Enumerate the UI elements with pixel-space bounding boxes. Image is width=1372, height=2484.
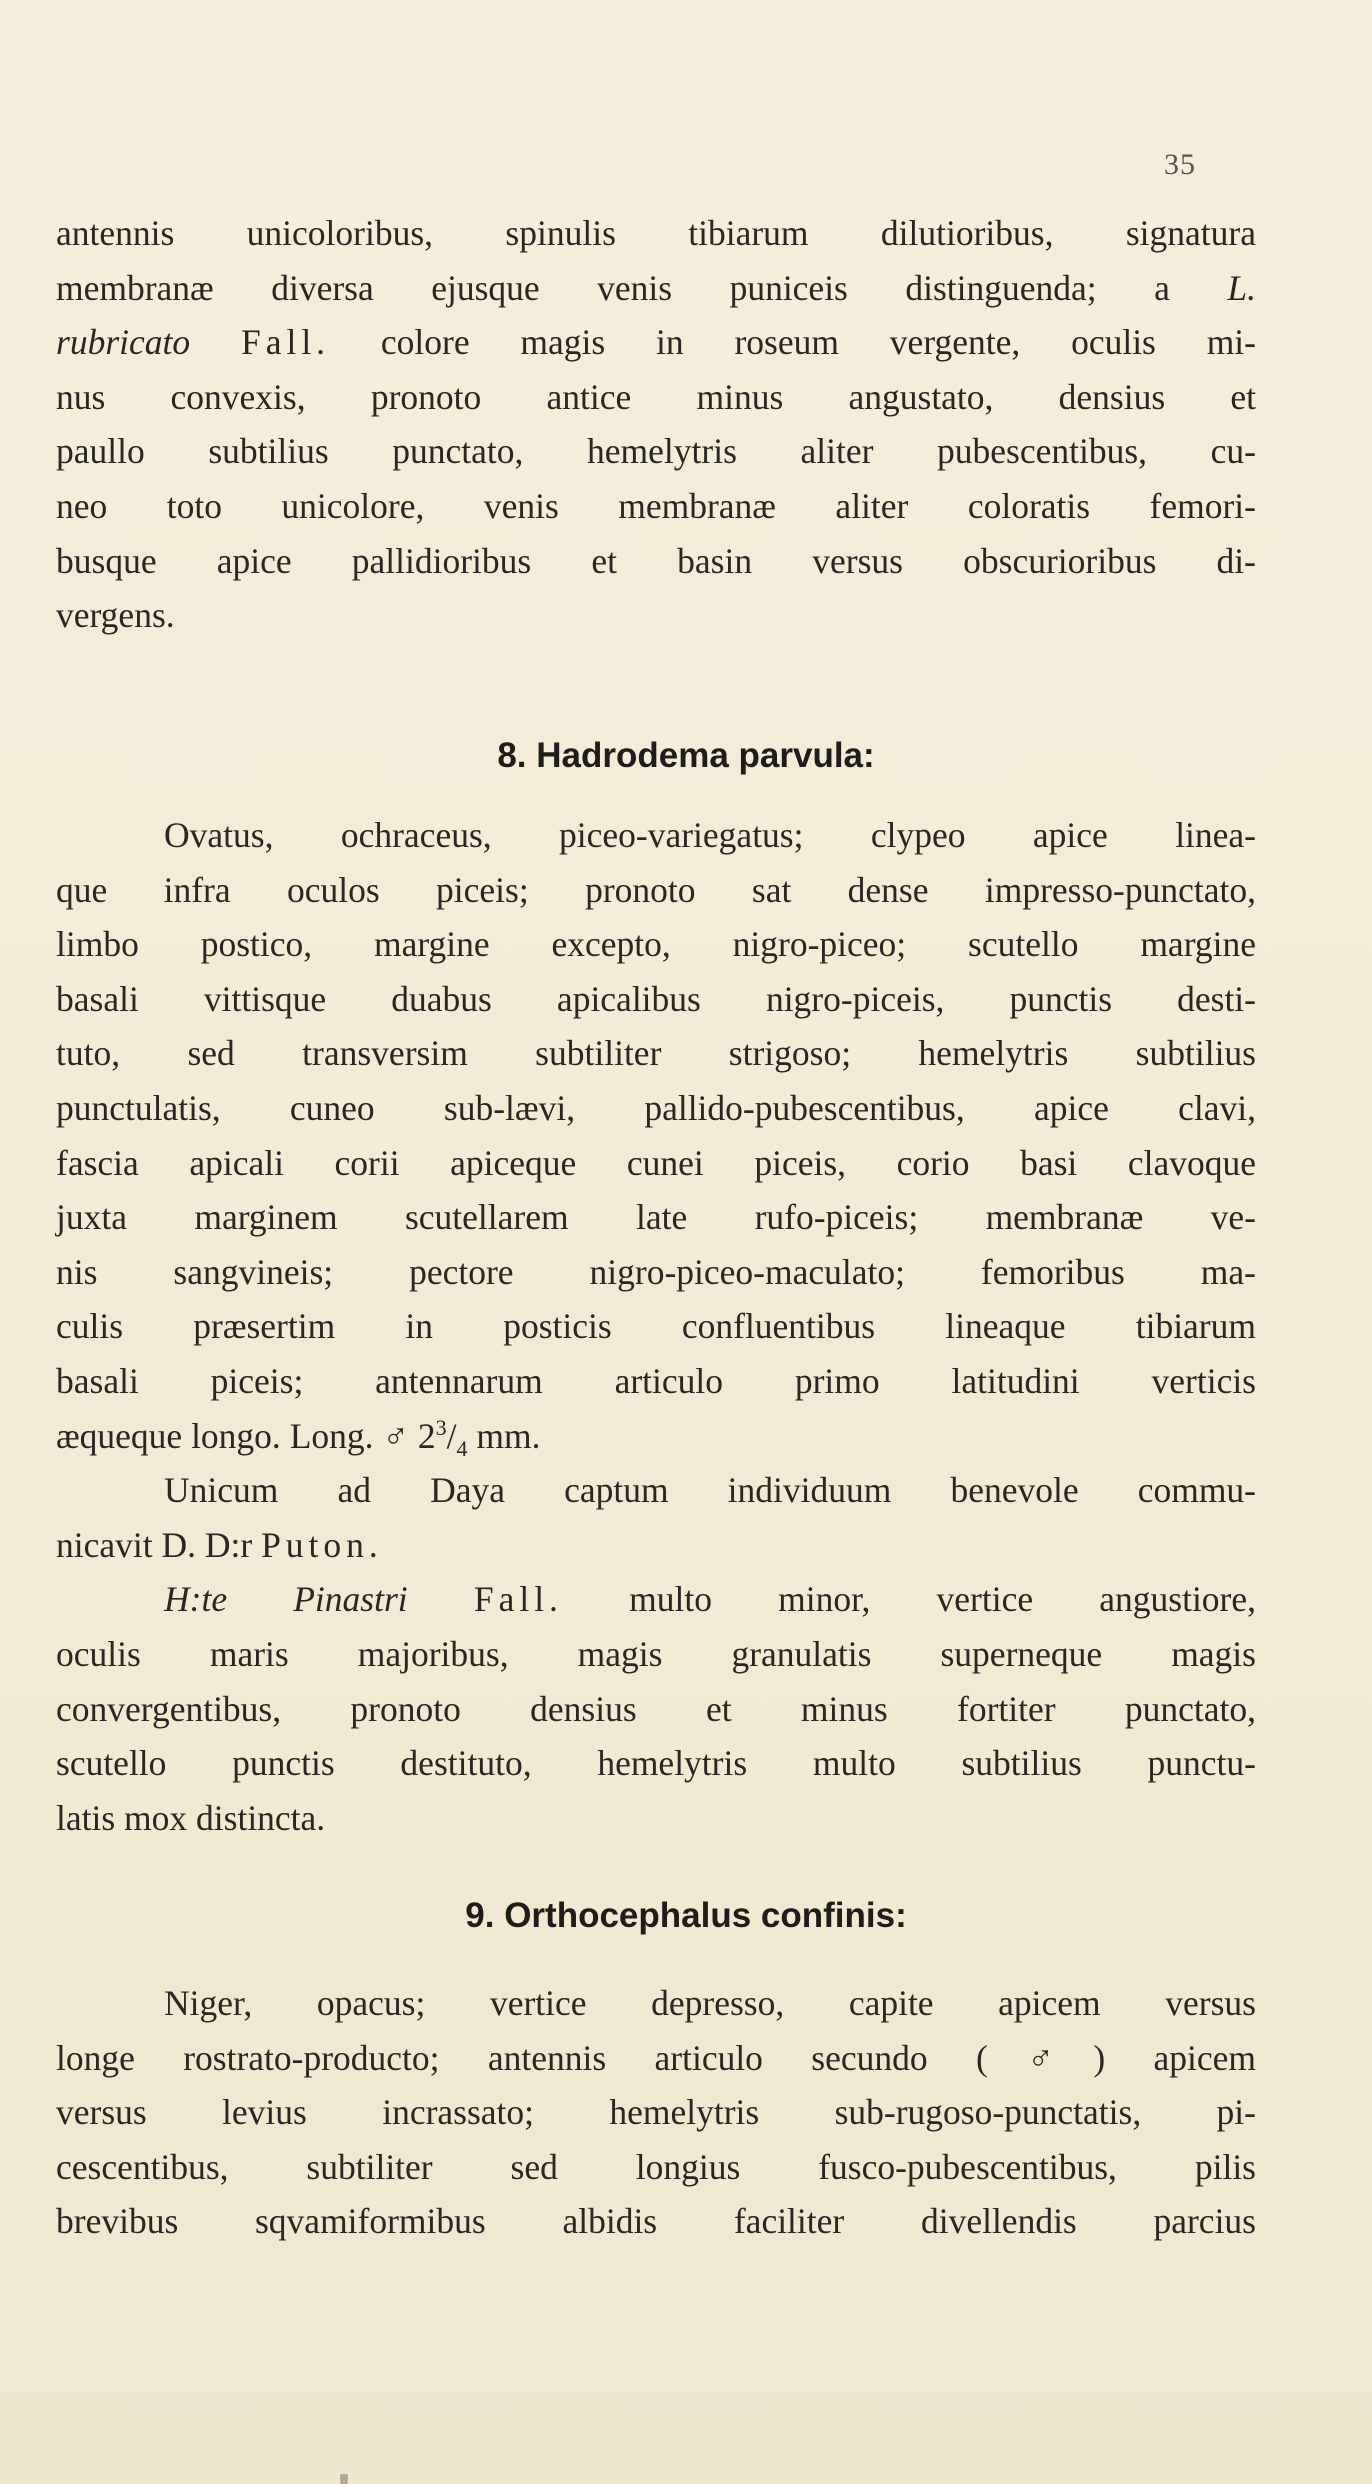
length-unit: mm. bbox=[476, 1415, 541, 1456]
text-line: versus levius incrassato; hemelytris sub-rugoso-punctatis, pi- bbox=[56, 2092, 1256, 2133]
text-line: cescentibus, subtiliter sed longius fusco-pubescentibus, pilis bbox=[56, 2146, 1256, 2187]
page-number: 35 bbox=[1164, 148, 1196, 181]
paper-speck bbox=[340, 2474, 348, 2484]
text-line: que infra oculos piceis; pronoto sat dense impresso-punctato, bbox=[56, 869, 1256, 910]
male-symbol: (♂) bbox=[975, 2037, 1106, 2078]
text-line: scutello punctis destituto, hemelytris multo subtilius punctu- bbox=[56, 1743, 1256, 1784]
text-line: oculis maris majoribus, magis granulatis superneque magis bbox=[56, 1633, 1256, 1674]
text-line: paullo subtilius punctato, hemelytris aliter pubescentibus, cu- bbox=[56, 431, 1256, 472]
text-line: Ovatus, ochraceus, piceo-variegatus; clypeo apice linea- bbox=[164, 815, 1256, 855]
section-8-description bbox=[56, 808, 1256, 1845]
text-line: Unicum ad Daya captum individuum benevole commu- bbox=[164, 1470, 1256, 1511]
species-name: rubricato bbox=[56, 322, 191, 363]
text-line: longe rostrato-producto; antennis articulo secundo (♂) apicem bbox=[56, 2037, 1256, 2078]
text-line: convergentibus, pronoto densius et minus fortiter punctato, bbox=[56, 1688, 1256, 1729]
text-line: busque apice pallidioribus et basin versus obscurioribus di- bbox=[56, 540, 1256, 581]
text-line: basali piceis; antennarum articulo primo latitudini verticis bbox=[56, 1360, 1256, 1401]
text-line: nus convexis, pronoto antice minus angustato, densius et bbox=[56, 376, 1256, 417]
text-line: vergens. bbox=[56, 595, 175, 636]
text-line: basali vittisque duabus apicalibus nigro-piceis, punctis desti- bbox=[56, 978, 1256, 1019]
text-line: latis mox distincta. bbox=[56, 1797, 326, 1838]
text-line: tuto, sed transversim subtiliter strigoso; hemelytris subtilius bbox=[56, 1033, 1256, 1074]
intro-paragraph bbox=[56, 206, 1256, 643]
text-line: juxta marginem scutellarem late rufo-piceis; membranæ ve- bbox=[56, 1197, 1256, 1238]
text-line: rubricato Fall. colore magis in roseum vergente, oculis mi- bbox=[56, 322, 1256, 363]
text-line: nis sangvineis; pectore nigro-piceo-maculato; femoribus ma- bbox=[56, 1251, 1256, 1292]
author-name: Fall. bbox=[473, 1579, 563, 1620]
text-line: membranæ diversa ejusque venis puniceis distinguenda; a L. bbox=[56, 267, 1256, 308]
section-9-description bbox=[56, 1976, 1256, 2249]
species-name: H:te Pinastri bbox=[164, 1579, 408, 1620]
text-line: limbo postico, margine excepto, nigro-piceo; scutello margine bbox=[56, 924, 1256, 965]
text-line: H:te Pinastri Fall. multo minor, vertice angustiore, bbox=[164, 1579, 1257, 1620]
text-line: neo toto unicolore, venis membranæ aliter coloratis femori- bbox=[56, 485, 1256, 526]
section-number: 9. bbox=[465, 1896, 495, 1935]
section-title: Hadrodema parvula: bbox=[536, 736, 875, 775]
section-number: 8. bbox=[497, 736, 527, 775]
text-line: nicavit D. D:r Puton. bbox=[56, 1524, 383, 1565]
collector-name: Puton. bbox=[261, 1524, 383, 1565]
text-line: culis præsertim in posticis confluentibus lineaque tibiarum bbox=[56, 1306, 1256, 1347]
text-line: Niger, opacus; vertice depresso, capite apicem versus bbox=[164, 1983, 1256, 2023]
text-line: brevibus sqvamiformibus albidis faciliter divellendis parcius bbox=[56, 2201, 1256, 2242]
length-label: Long. bbox=[289, 1415, 374, 1456]
length-value: $2^3/_4$ bbox=[417, 1414, 468, 1461]
section-title: Orthocephalus confinis: bbox=[504, 1896, 907, 1935]
species-abbrev: L. bbox=[1227, 267, 1256, 308]
section-heading bbox=[0, 736, 1372, 776]
text-line: fascia apicali corii apiceque cunei piceis, corio basi clavoque bbox=[56, 1142, 1256, 1183]
male-symbol: ♂ bbox=[382, 1415, 409, 1456]
text-line: punctulatis, cuneo sub-lævi, pallido-pubescentibus, apice clavi, bbox=[56, 1087, 1256, 1128]
author-name: Fall. bbox=[240, 322, 331, 363]
section-heading bbox=[0, 1896, 1372, 1936]
text-line: æqueque longo. Long. ♂ $2^3/_4$ mm. bbox=[56, 1414, 541, 1461]
text-line: antennis unicoloribus, spinulis tibiarum dilutioribus, signatura bbox=[56, 213, 1256, 253]
